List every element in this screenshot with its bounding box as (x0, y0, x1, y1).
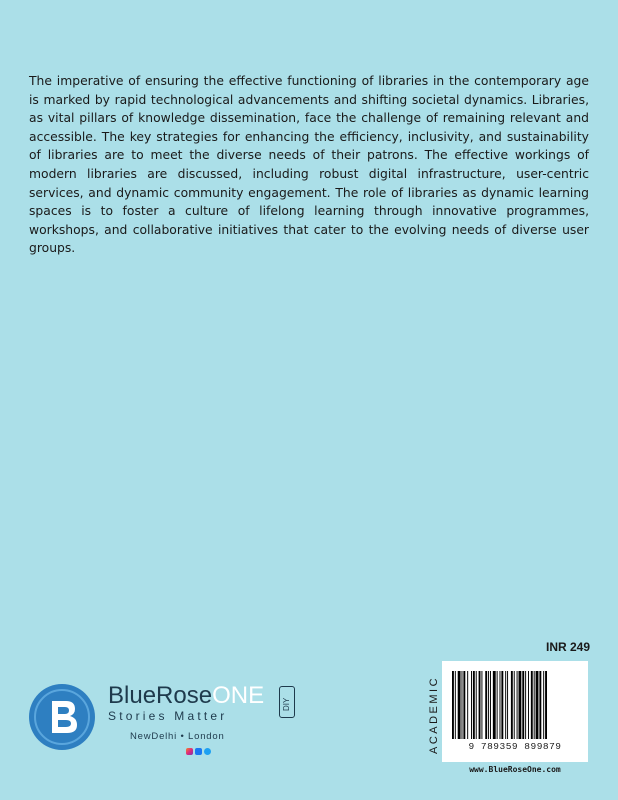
barcode-bar (488, 671, 489, 739)
barcode-bar (497, 671, 498, 739)
social-icons (186, 748, 211, 755)
instagram-icon (186, 748, 193, 755)
barcode-bar (519, 671, 522, 739)
twitter-icon (204, 748, 211, 755)
isbn-number: 9 789359 899879 (468, 741, 562, 752)
barcode-bar (467, 671, 468, 739)
publisher-website: www.BlueRoseOne.com (469, 765, 561, 774)
barcode-bar (485, 671, 487, 739)
publisher-wordmark (108, 682, 308, 732)
barcode-bar (462, 671, 463, 739)
barcode-bar (476, 671, 477, 739)
facebook-icon (195, 748, 202, 755)
barcode-bar (514, 671, 515, 739)
barcode-bar (501, 671, 503, 739)
barcode-bar (507, 671, 508, 739)
barcode-bar (536, 671, 539, 739)
barcode-bar (531, 671, 533, 739)
barcode-bar (522, 671, 524, 739)
barcode-bar (455, 671, 456, 739)
barcode-bar (525, 671, 526, 739)
barcode-bar (490, 671, 491, 739)
diy-badge (279, 686, 295, 718)
barcode-bar (511, 671, 513, 739)
barcode-bar (473, 671, 475, 739)
barcode-bar (479, 671, 481, 739)
barcode-bar (545, 671, 547, 739)
barcode (452, 671, 578, 739)
publisher-name (108, 682, 264, 710)
category-label: ACADEMIC (428, 675, 440, 754)
back-cover-blurb: The imperative of ensuring the effective functioning of libraries in the contemporary age is marked by rapid technological advancements and shifting societal dynamics. Libraries, as vital pillars of knowledge dissemination, face the challenge of remaining relevant and accessible. The key strategies for enhancing the efficiency, inclusivity, and sustainability of libraries are to meet the diverse needs of their patrons. The effective workings of modern libraries are discussed, including robust digital infrastructure, user-centric services, and dynamic community engagement. The role of libraries as dynamic learning spaces is to foster a culture of lifelong learning through innovative programmes, workshops, and collaborative initiatives that cater to the evolving needs of diverse user groups. (29, 74, 589, 256)
barcode-bar (463, 671, 465, 739)
barcode-bar (500, 671, 501, 739)
barcode-bar (517, 671, 518, 739)
barcode-bar (543, 671, 544, 739)
price-label: INR 249 (546, 640, 591, 654)
publisher-cities: NewDelhi • London (130, 731, 225, 742)
barcode-bar (471, 671, 472, 739)
barcode-bar (481, 671, 482, 739)
barcode-bar (458, 671, 461, 739)
publisher-name-accent: ONE (212, 682, 265, 709)
bluerose-logo-icon (28, 683, 96, 751)
diy-label: DIY (282, 697, 291, 711)
barcode-bar (452, 671, 454, 739)
barcode-bar (534, 671, 535, 739)
barcode-bar (528, 671, 529, 739)
barcode-bar (539, 671, 541, 739)
barcode-bar (505, 671, 506, 739)
isbn-barcode-block (442, 661, 588, 762)
publisher-tagline: Stories Matter (108, 709, 228, 723)
barcode-bar (493, 671, 496, 739)
publisher-name-main: BlueRose (108, 682, 213, 709)
